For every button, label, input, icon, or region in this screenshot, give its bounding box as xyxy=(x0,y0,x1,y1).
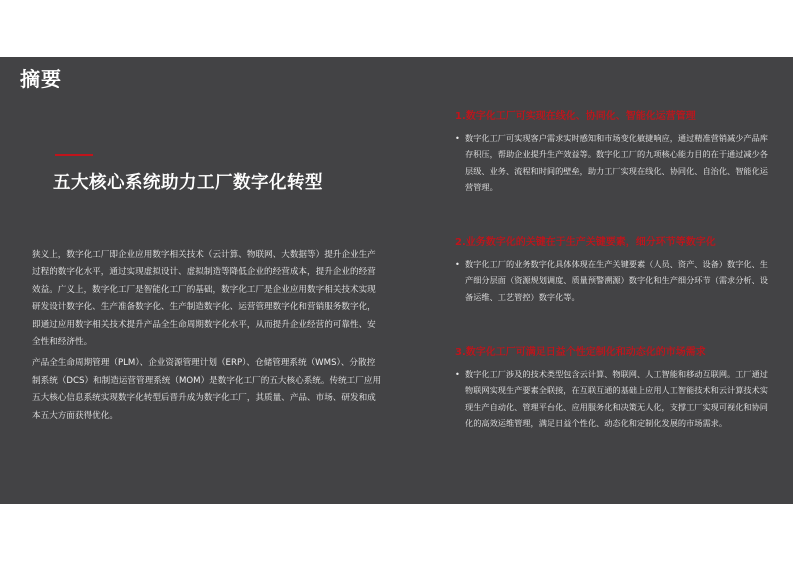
section-heading: 2.业务数字化的关键在于生产关键要素，细分环节等数字化 xyxy=(455,237,716,248)
slide-panel xyxy=(0,57,793,504)
bullet-icon: • xyxy=(455,369,460,379)
section-2 xyxy=(455,233,775,305)
page-title: 摘要 xyxy=(20,67,62,91)
summary-paragraph: 产品全生命周期管理（PLM）、企业资源管理计划（ERP）、仓储管理系统（WMS）、分散控制系统（DCS）和制造运营管理系统（MOM）是数字化工厂的五大核心系统。传统工厂应用五大核心信息系统实现数字化转型后晋升成为数字化工厂，其质量、产品、市场、研发和成本五大方面获得优化。 xyxy=(32,358,382,421)
summary-body xyxy=(32,247,382,429)
bullet-icon: • xyxy=(455,133,460,143)
section-bullet xyxy=(455,256,775,305)
section-1 xyxy=(455,107,775,195)
page-subtitle: 五大核心系统助力工厂数字化转型 xyxy=(53,173,323,193)
accent-divider xyxy=(55,154,93,156)
section-3 xyxy=(455,343,775,431)
section-bullet xyxy=(455,366,775,431)
section-bullet xyxy=(455,130,775,195)
bullet-icon: • xyxy=(455,259,460,269)
bullet-text: 数字化工厂的业务数字化具体体现在生产关键要素（人员、资产、设备）数字化、生产细分层面（资源规划调度、质量预警溯源）数字化和生产细分环节（需求分析、设备运维、工艺管控）数字化等。 xyxy=(465,259,768,302)
bullet-text: 数字化工厂可实现客户需求实时感知和市场变化敏捷响应，通过精准营销减少产品库存积压，帮助企业提升生产效益等。数字化工厂的九项核心能力目的在于通过减少各层级、业务、流程和时间的壁垒，助力工厂实现在线化、协同化、自治化、智能化运营管理。 xyxy=(465,133,768,192)
bullet-text: 数字化工厂涉及的技术类型包含云计算、物联网、人工智能和移动互联网。工厂通过物联网实现生产要素全联接，在互联互通的基础上应用人工智能技术和云计算技术实现生产自动化、管理平台化、应用服务化和决策无人化，支撑工厂实现可视化和协同化的高效运维管理，满足日益个性化、动态化和定制化发展的市场需求。 xyxy=(465,369,768,428)
section-heading: 1.数字化工厂可实现在线化、协同化、智能化运营管理 xyxy=(455,111,696,122)
section-heading: 3.数字化工厂可满足日益个性定制化和动态化的市场需求 xyxy=(455,347,706,358)
summary-paragraph: 狭义上，数字化工厂即企业应用数字相关技术（云计算、物联网、大数据等）提升企业生产过程的数字化水平，通过实现虚拟设计、虚拟制造等降低企业的经营成本，提升企业的经营效益。广义上，数字化工厂是智能化工厂的基础，数字化工厂是企业应用数字相关技术实现研发设计数字化、生产准备数字化、生产制造数字化、运营管理数字化和营销服务数字化，即通过应用数字相关技术提升产品全生命周期数字化水平，从而提升企业经营的可靠性、安全性和经济性。 xyxy=(32,250,376,348)
